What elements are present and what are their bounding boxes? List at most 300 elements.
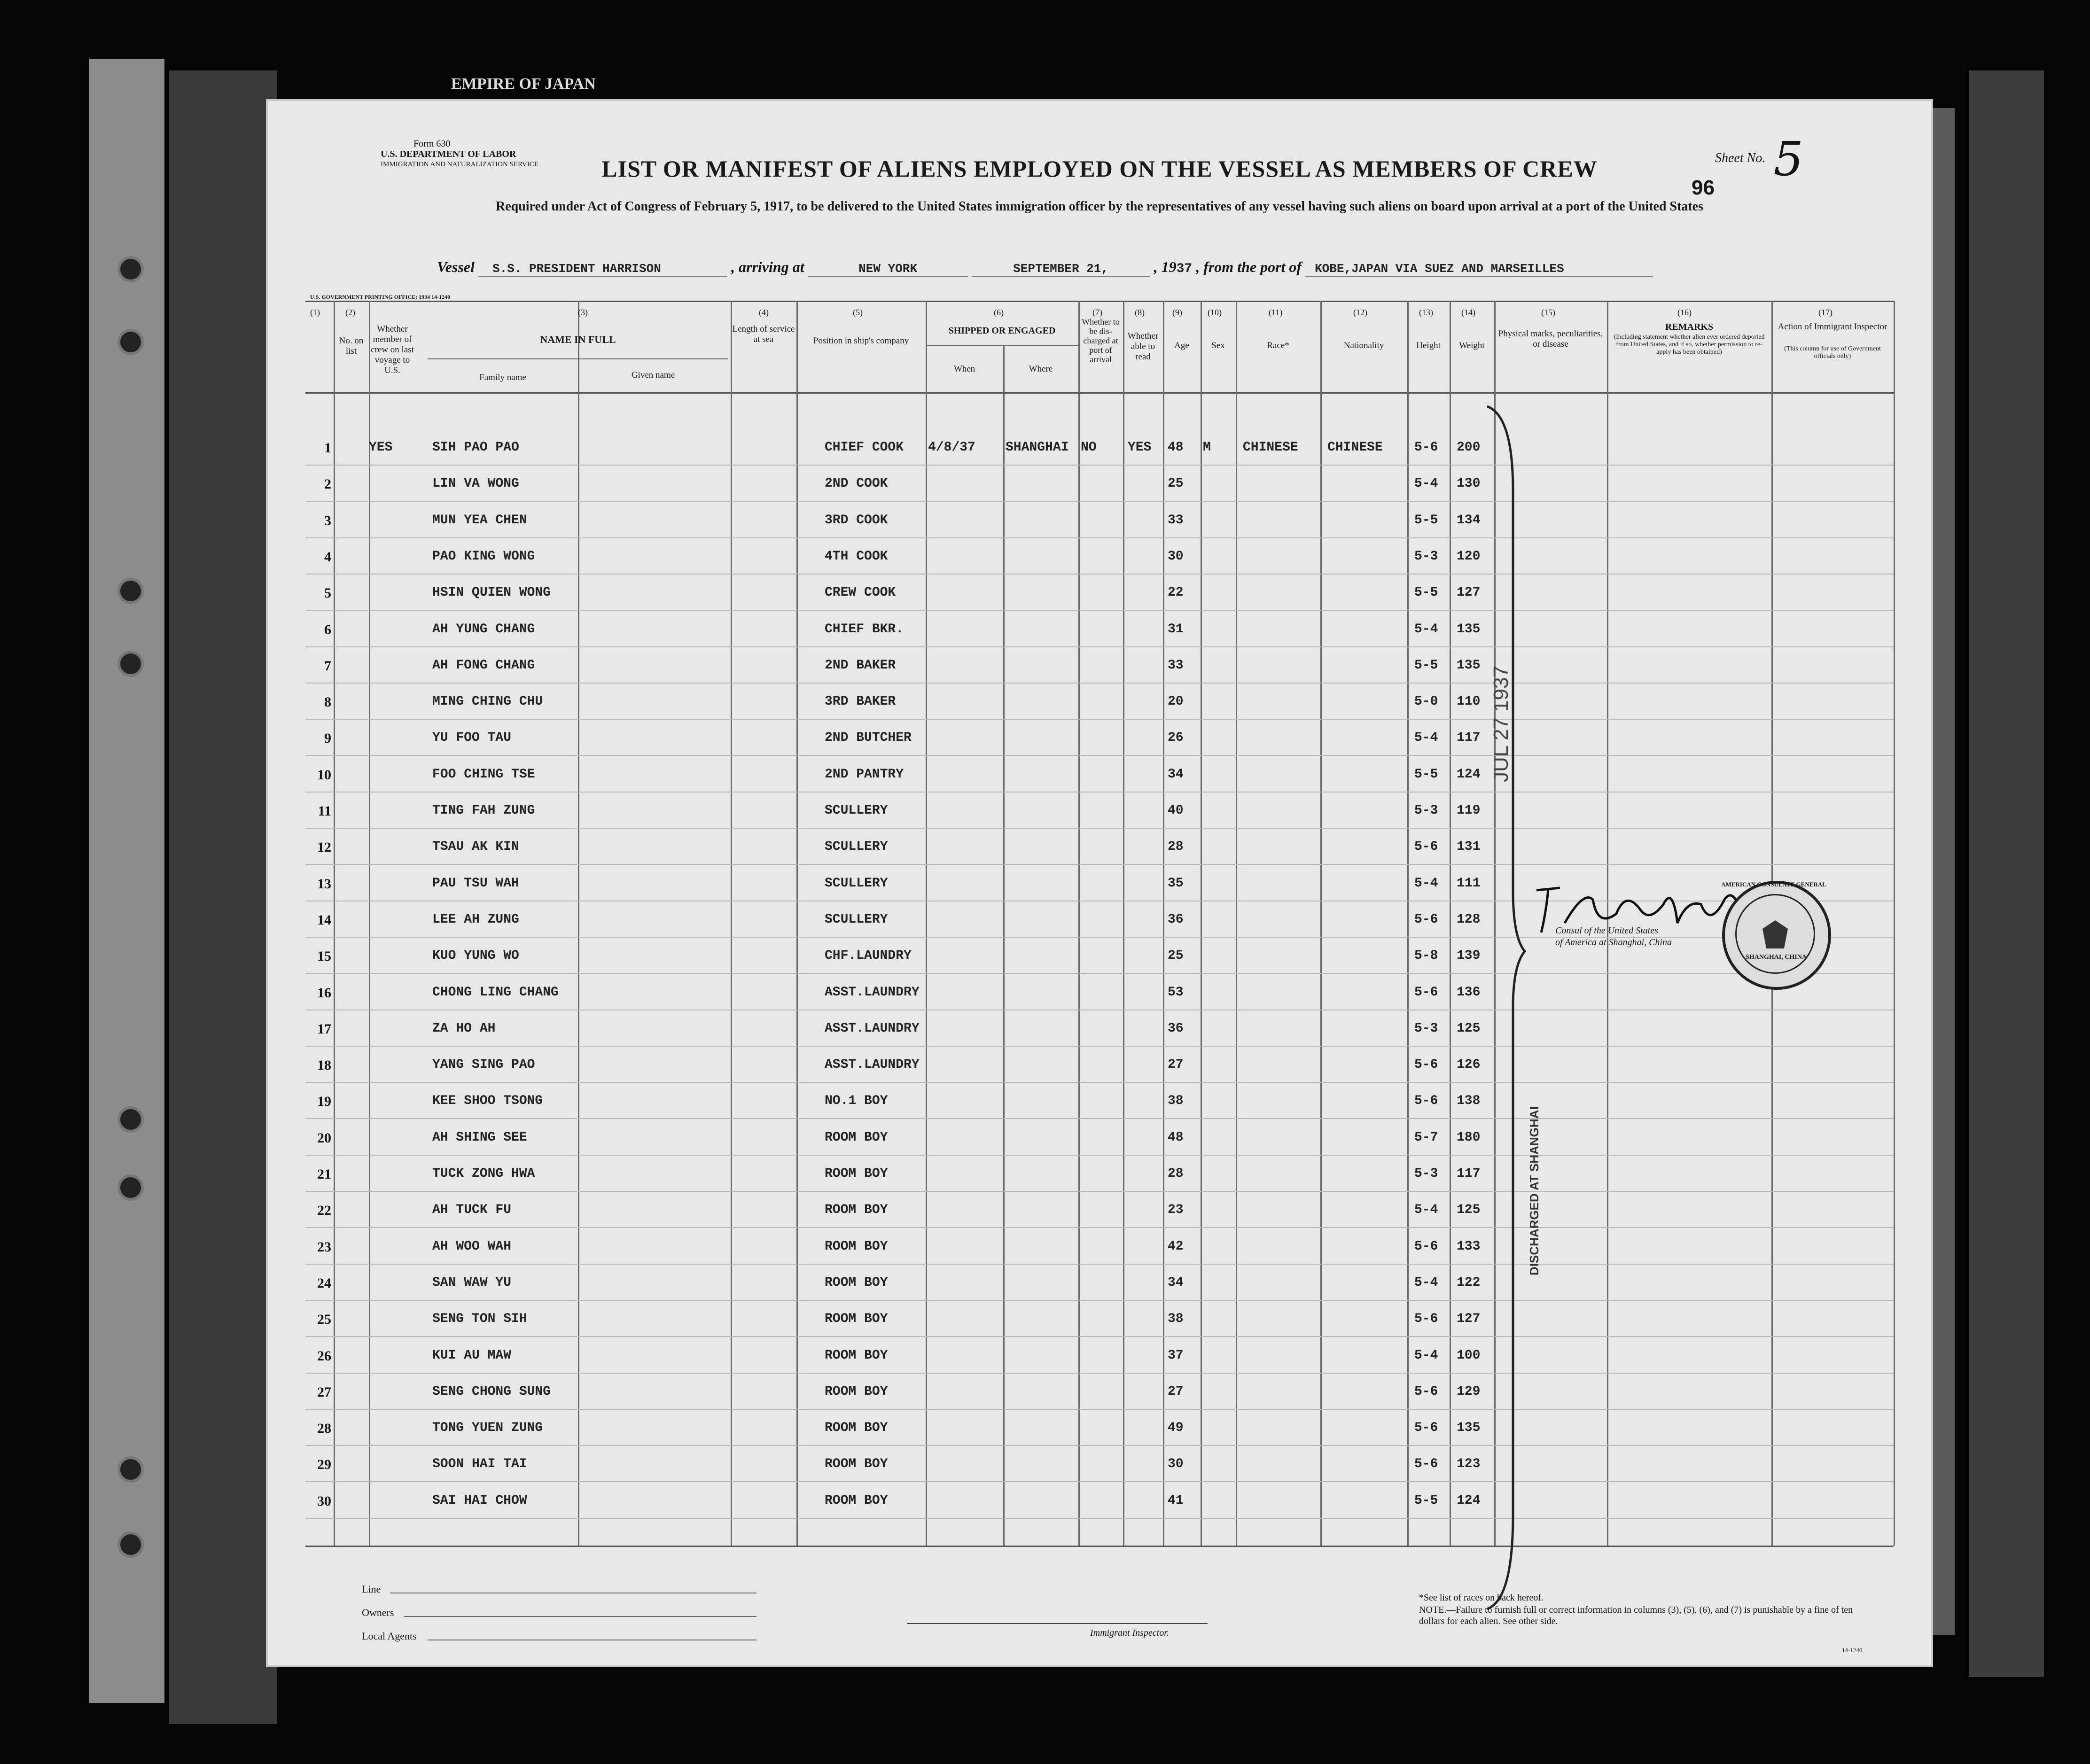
binder-hole <box>117 1174 144 1201</box>
shipped-divider <box>926 345 1078 346</box>
column-divider <box>1236 301 1237 1546</box>
crew-height: 5-5 <box>1414 513 1438 528</box>
crew-position: ASST.LAUNDRY <box>825 1021 920 1036</box>
row-rule <box>305 1082 1894 1083</box>
crew-age: 36 <box>1168 1021 1184 1036</box>
crew-age: 37 <box>1168 1348 1184 1363</box>
member-last-voyage: YES <box>369 440 393 455</box>
crew-name: AH SHING SEE <box>432 1130 527 1145</box>
column-divider <box>1163 301 1164 1546</box>
crew-weight: 125 <box>1457 1021 1481 1036</box>
consulate-seal <box>1722 881 1831 990</box>
vessel-label: Vessel <box>437 258 475 275</box>
crew-name: LEE AH ZUNG <box>432 912 519 927</box>
binder-edge <box>169 70 277 1724</box>
crew-name: YANG SING PAO <box>432 1057 535 1072</box>
row-number: 20 <box>317 1130 331 1146</box>
row-number: 13 <box>317 876 331 892</box>
crew-race: CHINESE <box>1243 440 1298 455</box>
header-height: Height <box>1416 341 1441 350</box>
page-title: LIST OR MANIFEST OF ALIENS EMPLOYED ON THE VESSEL AS MEMBERS OF CREW <box>601 155 1598 182</box>
crew-name: SAI HAI CHOW <box>432 1493 527 1508</box>
header-race: Race* <box>1267 341 1289 350</box>
crew-weight: 135 <box>1457 658 1481 673</box>
row-number: 9 <box>324 730 331 746</box>
crew-height: 5-0 <box>1414 694 1438 709</box>
crew-height: 5-4 <box>1414 876 1438 891</box>
row-number: 14 <box>317 912 331 928</box>
header-family-name: Family name <box>479 373 526 382</box>
row-rule <box>305 574 1894 575</box>
header-weight: Weight <box>1459 341 1485 350</box>
name-divider <box>428 358 728 359</box>
row-rule <box>305 1481 1894 1482</box>
header-able-read: Whether able to read <box>1127 331 1159 362</box>
crew-age: 49 <box>1168 1421 1184 1436</box>
row-number: 10 <box>317 767 331 783</box>
crew-position: ROOM BOY <box>825 1457 888 1472</box>
column-divider <box>1320 301 1322 1546</box>
row-number: 30 <box>317 1493 331 1509</box>
footer-owners-label: Owners <box>362 1607 394 1618</box>
row-number: 28 <box>317 1421 331 1437</box>
arrival-port: NEW YORK <box>808 262 968 277</box>
discharged-value: NO <box>1081 440 1097 455</box>
crew-age: 48 <box>1168 1130 1184 1145</box>
row-rule <box>305 646 1894 647</box>
crew-age: 28 <box>1168 1166 1184 1181</box>
crew-name: AH YUNG CHANG <box>432 622 535 637</box>
crew-weight: 119 <box>1457 803 1481 818</box>
crew-position: 3RD COOK <box>825 513 888 528</box>
crew-position: SCULLERY <box>825 912 888 927</box>
crew-weight: 135 <box>1457 622 1481 637</box>
header-discharged: Whether to be dis-charged at port of arrival <box>1082 317 1120 364</box>
row-rule <box>305 792 1894 793</box>
crew-height: 5-6 <box>1414 1094 1438 1109</box>
consul-line-1: Consul of the United States <box>1555 925 1658 936</box>
crew-age: 40 <box>1168 803 1184 818</box>
crew-age: 34 <box>1168 767 1184 782</box>
crew-height: 5-6 <box>1414 839 1438 855</box>
header-nationality: Nationality <box>1343 341 1384 350</box>
crew-height: 5-4 <box>1414 1348 1438 1363</box>
col-num-3: (3) <box>578 308 588 317</box>
crew-weight: 127 <box>1457 585 1481 600</box>
header-member-last-voyage: Whether member of crew on last voyage to U.S. <box>371 324 414 375</box>
crew-age: 36 <box>1168 912 1184 927</box>
header-name-in-full: NAME IN FULL <box>540 334 616 345</box>
penalty-note: NOTE.—Failure to furnish full or correct information in columns (3), (5), (6), and (7) is punishable by a fine of ten dollars for each alien. See other side. <box>1419 1605 1853 1626</box>
column-divider <box>1450 301 1451 1546</box>
binder-hole <box>117 1456 144 1483</box>
crew-position: 2ND BUTCHER <box>825 730 912 746</box>
footer-agents-label: Local Agents <box>362 1630 417 1642</box>
row-rule <box>305 537 1894 538</box>
row-rule <box>305 1046 1894 1047</box>
row-rule <box>305 1409 1894 1410</box>
col-num-10: (10) <box>1208 308 1222 317</box>
crew-height: 5-6 <box>1414 1057 1438 1072</box>
sheet-label: Sheet No. <box>1715 150 1766 165</box>
header-action-sub: (This column for use of Government officials only) <box>1784 345 1881 360</box>
col-num-15: (15) <box>1541 308 1555 317</box>
column-divider <box>1894 301 1895 1546</box>
row-number: 15 <box>317 948 331 964</box>
header-bottom-rule <box>305 392 1894 394</box>
header-when: When <box>953 364 975 374</box>
crew-height: 5-6 <box>1414 912 1438 927</box>
crew-position: ROOM BOY <box>825 1384 888 1399</box>
col-num-11: (11) <box>1269 308 1283 317</box>
races-note: *See list of races on back hereof. <box>1419 1593 1544 1603</box>
column-divider <box>796 301 798 1546</box>
row-rule <box>305 683 1894 684</box>
crew-height: 5-4 <box>1414 622 1438 637</box>
crew-height: 5-3 <box>1414 1166 1438 1181</box>
col-num-14: (14) <box>1461 308 1475 317</box>
crew-name: LIN VA WONG <box>432 476 519 491</box>
crew-weight: 111 <box>1457 876 1481 891</box>
crew-height: 5-6 <box>1414 1457 1438 1472</box>
crew-weight: 133 <box>1457 1239 1481 1254</box>
header-sex: Sex <box>1211 341 1225 350</box>
crew-position: ROOM BOY <box>825 1493 888 1508</box>
crew-age: 22 <box>1168 585 1184 600</box>
crew-height: 5-3 <box>1414 1021 1438 1036</box>
crew-age: 30 <box>1168 549 1184 564</box>
crew-weight: 129 <box>1457 1384 1481 1399</box>
crew-weight: 130 <box>1457 476 1481 491</box>
crew-age: 25 <box>1168 476 1184 491</box>
crew-name: CHONG LING CHANG <box>432 985 559 1000</box>
column-divider <box>1078 301 1080 1546</box>
crew-position: 2ND COOK <box>825 476 888 491</box>
crew-position: ROOM BOY <box>825 1166 888 1181</box>
consul-line-2: of America at Shanghai, China <box>1555 937 1672 948</box>
form-code: 14-1240 <box>1842 1647 1863 1654</box>
crew-weight: 135 <box>1457 1421 1481 1436</box>
crew-height: 5-4 <box>1414 476 1438 491</box>
crew-age: 28 <box>1168 839 1184 855</box>
column-divider <box>1003 345 1005 1546</box>
crew-height: 5-7 <box>1414 1130 1438 1145</box>
crew-name: SENG CHONG SUNG <box>432 1384 551 1399</box>
crew-weight: 124 <box>1457 1493 1481 1508</box>
crew-weight: 126 <box>1457 1057 1481 1072</box>
top-stamp: EMPIRE OF JAPAN <box>451 75 596 93</box>
column-divider <box>334 301 335 1546</box>
arriving-label: , arriving at <box>731 258 804 275</box>
crew-position: ROOM BOY <box>825 1348 888 1363</box>
row-rule <box>305 1155 1894 1156</box>
row-rule <box>305 1518 1894 1519</box>
crew-position: CHIEF BKR. <box>825 622 904 637</box>
footer-line-label: Line <box>362 1583 381 1595</box>
crew-name: KEE SHOO TSONG <box>432 1094 543 1109</box>
right-binder-edge <box>1969 70 2044 1677</box>
crew-name: TONG YUEN ZUNG <box>432 1421 543 1436</box>
col-num-8: (8) <box>1135 308 1145 317</box>
crew-weight: 138 <box>1457 1094 1481 1109</box>
crew-name: ZA HO AH <box>432 1021 496 1036</box>
year-prefix: , 19 <box>1154 258 1177 275</box>
crew-name: PAU TSU WAH <box>432 876 519 891</box>
crew-name: TING FAH ZUNG <box>432 803 535 818</box>
crew-position: 4TH COOK <box>825 549 888 564</box>
row-number: 16 <box>317 985 331 1001</box>
crew-name: MUN YEA CHEN <box>432 513 527 528</box>
seal-text-bottom: SHANGHAI, CHINA <box>1746 954 1807 961</box>
crew-height: 5-5 <box>1414 1493 1438 1508</box>
departure-port: KOBE,JAPAN VIA SUEZ AND MARSEILLES <box>1305 262 1653 277</box>
row-number: 19 <box>317 1094 331 1110</box>
crew-weight: 122 <box>1457 1275 1481 1290</box>
crew-age: 27 <box>1168 1384 1184 1399</box>
col-num-1: (1) <box>310 308 320 317</box>
inspector-rule <box>907 1623 1208 1624</box>
col-num-6: (6) <box>994 308 1004 317</box>
sheet-value: 5 <box>1773 132 1803 187</box>
crew-age: 33 <box>1168 513 1184 528</box>
crew-position: CREW COOK <box>825 585 896 600</box>
header-shipped-engaged: SHIPPED OR ENGAGED <box>948 326 1056 336</box>
bracket-mark <box>1485 397 1527 1618</box>
crew-position: SCULLERY <box>825 803 888 818</box>
crew-weight: 125 <box>1457 1203 1481 1218</box>
printing-note: U.S. GOVERNMENT PRINTING OFFICE: 1934 14-1240 <box>310 294 451 300</box>
row-number: 6 <box>324 622 331 637</box>
crew-weight: 120 <box>1457 549 1481 564</box>
crew-position: ROOM BOY <box>825 1421 888 1436</box>
row-rule <box>305 1336 1894 1337</box>
col-num-16: (16) <box>1677 308 1692 317</box>
row-rule <box>305 1227 1894 1228</box>
row-rule <box>305 1118 1894 1119</box>
row-number: 7 <box>324 658 331 674</box>
manifest-page <box>268 101 1931 1665</box>
row-rule <box>305 1445 1894 1446</box>
crew-weight: 136 <box>1457 985 1481 1000</box>
header-physical-marks: Physical marks, peculiarities, or disease <box>1498 329 1603 349</box>
row-number: 5 <box>324 585 331 601</box>
crew-age: 41 <box>1168 1493 1184 1508</box>
crew-position: SCULLERY <box>825 876 888 891</box>
crew-weight: 139 <box>1457 948 1481 964</box>
row-rule <box>305 1300 1894 1301</box>
page-number: 96 <box>1692 176 1715 199</box>
crew-age: 26 <box>1168 730 1184 746</box>
arrival-date: SEPTEMBER 21, <box>972 262 1150 277</box>
crew-position: 3RD BAKER <box>825 694 896 709</box>
crew-height: 5-8 <box>1414 948 1438 964</box>
binder-hole <box>117 1531 144 1558</box>
crew-age: 30 <box>1168 1457 1184 1472</box>
crew-weight: 117 <box>1457 1166 1481 1181</box>
column-divider <box>1123 301 1124 1546</box>
crew-position: ASST.LAUNDRY <box>825 1057 920 1072</box>
date-stamp: JUL 27 1937 <box>1490 666 1513 782</box>
column-divider <box>926 301 927 1546</box>
crew-name: PAO KING WONG <box>432 549 535 564</box>
row-number: 1 <box>324 440 331 456</box>
footer-owners-rule <box>404 1616 756 1617</box>
crew-sex: M <box>1203 440 1211 455</box>
binder-hole <box>117 651 144 677</box>
crew-age: 53 <box>1168 985 1184 1000</box>
crew-position: ROOM BOY <box>825 1203 888 1218</box>
col-num-13: (13) <box>1419 308 1433 317</box>
department: U.S. DEPARTMENT OF LABOR <box>381 149 516 159</box>
crew-height: 5-5 <box>1414 767 1438 782</box>
row-number: 22 <box>317 1203 331 1219</box>
crew-name: AH TUCK FU <box>432 1203 512 1218</box>
crew-age: 38 <box>1168 1094 1184 1109</box>
header-age: Age <box>1174 341 1189 350</box>
crew-age: 38 <box>1168 1312 1184 1327</box>
crew-age: 42 <box>1168 1239 1184 1254</box>
crew-weight: 100 <box>1457 1348 1481 1363</box>
binder-hole <box>117 329 144 355</box>
service: IMMIGRATION AND NATURALIZATION SERVICE <box>381 161 538 168</box>
crew-age: 23 <box>1168 1203 1184 1218</box>
row-rule <box>305 828 1894 829</box>
shipped-when: 4/8/37 <box>928 440 975 455</box>
crew-height: 5-3 <box>1414 549 1438 564</box>
crew-height: 5-6 <box>1414 1239 1438 1254</box>
header-remarks-sub: (Including statement whether alien ever ordered deported from United States, and if so, whether permission to re-apply has been obtained) <box>1614 334 1765 356</box>
row-rule <box>305 719 1894 720</box>
crew-name: AH FONG CHANG <box>432 658 535 673</box>
row-rule <box>305 465 1894 466</box>
row-rule <box>305 501 1894 502</box>
crew-age: 34 <box>1168 1275 1184 1290</box>
row-number: 2 <box>324 476 331 492</box>
crew-height: 5-4 <box>1414 1203 1438 1218</box>
crew-position: ASST.LAUNDRY <box>825 985 920 1000</box>
crew-nationality: CHINESE <box>1327 440 1383 455</box>
shipped-where: SHANGHAI <box>1006 440 1069 455</box>
row-rule <box>305 1373 1894 1374</box>
binder-hole <box>117 578 144 604</box>
col-num-2: (2) <box>345 308 355 317</box>
row-rule <box>305 1264 1894 1265</box>
page-subtitle: Required under Act of Congress of February 5, 1917, to be delivered to the United States immigration officer by the representatives of any vessel having such aliens on board upon arrival at a port of the United States <box>496 199 1703 214</box>
crew-name: KUI AU MAW <box>432 1348 512 1363</box>
row-number: 21 <box>317 1166 331 1182</box>
row-number: 4 <box>324 549 331 565</box>
header-action-inspector: Action of Immigrant Inspector <box>1778 322 1887 332</box>
crew-position: SCULLERY <box>825 839 888 855</box>
crew-weight: 117 <box>1457 730 1481 746</box>
arrival-year: 37 <box>1176 262 1193 276</box>
row-rule <box>305 610 1894 611</box>
crew-height: 5-5 <box>1414 585 1438 600</box>
row-number: 17 <box>317 1021 331 1037</box>
header-where: Where <box>1029 364 1053 374</box>
row-number: 18 <box>317 1057 331 1073</box>
col-num-12: (12) <box>1353 308 1367 317</box>
col-num-5: (5) <box>853 308 863 317</box>
crew-height: 5-6 <box>1414 1421 1438 1436</box>
row-rule <box>305 755 1894 756</box>
crew-position: CHIEF COOK <box>825 440 904 455</box>
crew-name: FOO CHING TSE <box>432 767 535 782</box>
crew-name: SOON HAI TAI <box>432 1457 527 1472</box>
binder-hole <box>117 1106 144 1133</box>
discharged-stamp: DISCHARGED AT SHANGHAI <box>1527 1106 1541 1275</box>
crew-name: TUCK ZONG HWA <box>432 1166 535 1181</box>
row-number: 29 <box>317 1457 331 1473</box>
column-divider <box>1201 301 1202 1546</box>
crew-weight: 128 <box>1457 912 1481 927</box>
col-num-7: (7) <box>1092 308 1102 317</box>
crew-position: ROOM BOY <box>825 1130 888 1145</box>
col-num-17: (17) <box>1818 308 1833 317</box>
crew-name: TSAU AK KIN <box>432 839 519 855</box>
crew-position: ROOM BOY <box>825 1312 888 1327</box>
crew-name: SENG TON SIH <box>432 1312 527 1327</box>
row-number: 11 <box>318 803 331 819</box>
crew-weight: 200 <box>1457 440 1481 455</box>
row-number: 25 <box>317 1312 331 1328</box>
crew-height: 5-6 <box>1414 985 1438 1000</box>
crew-age: 31 <box>1168 622 1184 637</box>
row-rule <box>305 973 1894 974</box>
row-number: 26 <box>317 1348 331 1364</box>
row-number: 23 <box>317 1239 331 1255</box>
crew-height: 5-4 <box>1414 1275 1438 1290</box>
crew-weight: 124 <box>1457 767 1481 782</box>
crew-age: 27 <box>1168 1057 1184 1072</box>
vessel-name: S.S. PRESIDENT HARRISON <box>478 262 727 277</box>
form-number: Form 630 <box>413 139 451 149</box>
crew-age: 25 <box>1168 948 1184 964</box>
crew-age: 33 <box>1168 658 1184 673</box>
col-num-9: (9) <box>1172 308 1182 317</box>
able-to-read: YES <box>1128 440 1152 455</box>
row-number: 3 <box>324 513 331 528</box>
crew-height: 5-6 <box>1414 1312 1438 1327</box>
crew-name: YU FOO TAU <box>432 730 512 746</box>
crew-name: MING CHING CHU <box>432 694 543 709</box>
crew-weight: 110 <box>1457 694 1481 709</box>
crew-age: 20 <box>1168 694 1184 709</box>
crew-height: 5-5 <box>1414 658 1438 673</box>
table-bottom-rule <box>305 1546 1894 1547</box>
crew-position: 2ND BAKER <box>825 658 896 673</box>
crew-height: 5-6 <box>1414 440 1438 455</box>
crew-age: 35 <box>1168 876 1184 891</box>
crew-name: SIH PAO PAO <box>432 440 519 455</box>
crew-height: 5-4 <box>1414 730 1438 746</box>
crew-weight: 131 <box>1457 839 1481 855</box>
crew-name: AH WOO WAH <box>432 1239 512 1254</box>
port-label: , from the port of <box>1196 258 1302 275</box>
vessel-line <box>437 258 1894 277</box>
crew-position: 2ND PANTRY <box>825 767 904 782</box>
row-rule <box>305 1191 1894 1192</box>
inspector-label: Immigrant Inspector. <box>1090 1628 1169 1638</box>
header-top-rule <box>305 301 1894 302</box>
crew-position: NO.1 BOY <box>825 1094 888 1109</box>
crew-position: ROOM BOY <box>825 1275 888 1290</box>
seal-text-top: AMERICAN CONSULATE GENERAL <box>1721 881 1826 888</box>
col-num-4: (4) <box>759 308 769 317</box>
crew-height: 5-3 <box>1414 803 1438 818</box>
header-no-on-list: No. on list <box>339 336 364 356</box>
binder-hole <box>117 256 144 282</box>
